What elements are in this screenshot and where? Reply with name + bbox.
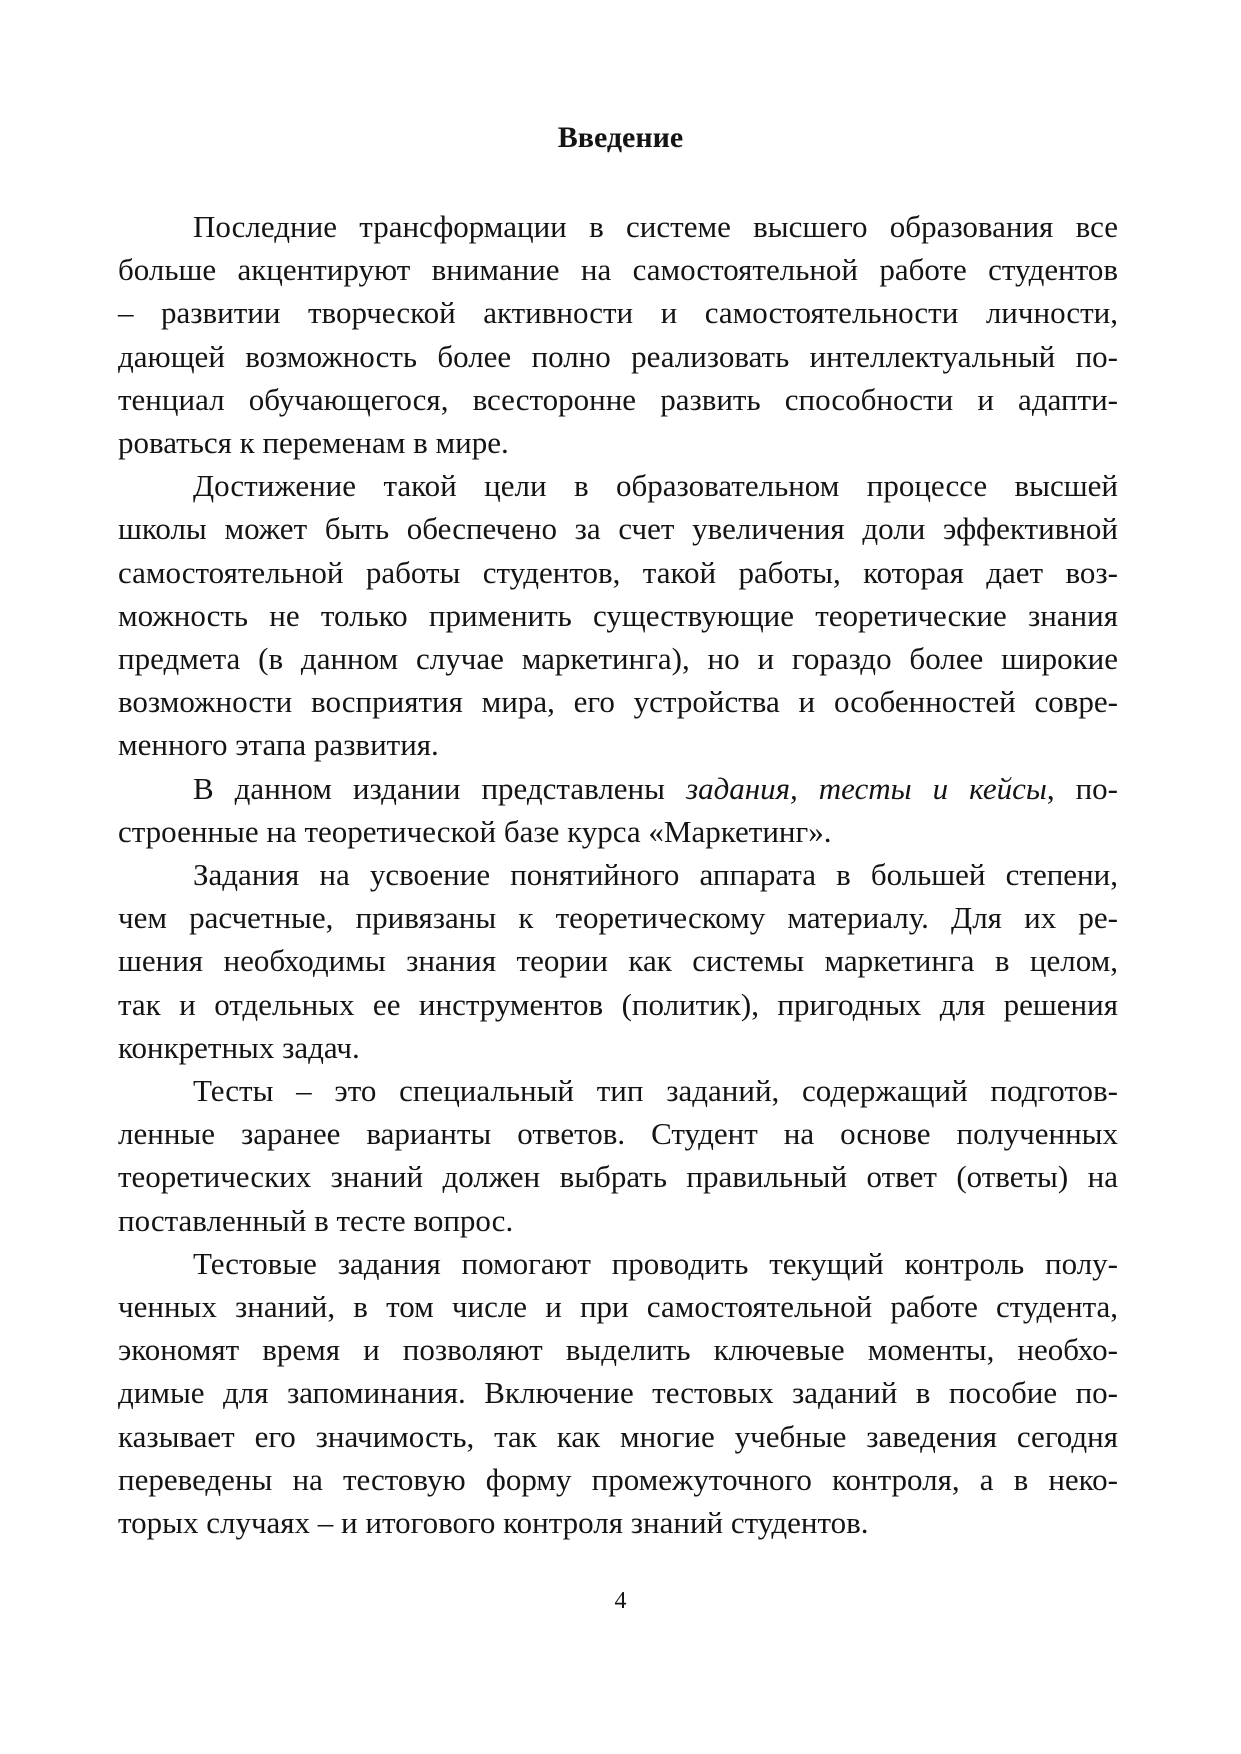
text-line: шения необходимы знания теории как системы маркетинга в целом, (118, 943, 1118, 979)
text-line: тенциал обучающегося, всесторонне развить способности и адапти- (118, 381, 1118, 417)
paragraph-2 (118, 464, 1118, 766)
text-segment: В данном издании представлены (193, 770, 686, 806)
text-line: школы может быть обеспечено за счет увеличения доли эффективной (118, 511, 1118, 547)
paragraph-3 (118, 767, 1118, 853)
text-line: возможности восприятия мира, его устройства и особенностей совре- (118, 684, 1118, 720)
text-line: Достижение такой цели в образовательном процессе высшей (193, 468, 1118, 504)
text-line: предмета (в данном случае маркетинга), но и гораздо более широкие (118, 641, 1118, 677)
text-line: так и отдельных ее инструментов (политик), пригодных для решения (118, 986, 1118, 1022)
text-line: роваться к переменам в мире. (118, 425, 509, 461)
text-line: чем расчетные, привязаны к теоретическому материалу. Для их ре- (118, 900, 1118, 936)
text-line-with-emphasis (118, 767, 1118, 810)
page-number: 4 (614, 1588, 627, 1614)
text-line: Тесты – это специальный тип заданий, содержащий подготов- (193, 1073, 1118, 1109)
text-line: димые для запоминания. Включение тестовых заданий в пособие по- (118, 1375, 1118, 1411)
paragraph-1 (118, 205, 1118, 464)
text-line: менного этапа развития. (118, 727, 439, 763)
paragraph-5 (118, 1069, 1118, 1242)
body-text (118, 205, 1118, 1544)
text-line: поставленный в тесте вопрос. (118, 1202, 514, 1238)
text-line: казывает его значимость, так как многие учебные заведения сегодня (118, 1418, 1118, 1454)
text-line: ленные заранее варианты ответов. Студент на основе полученных (118, 1116, 1118, 1152)
text-line: конкретных задач. (118, 1029, 360, 1065)
text-line: – развитии творческой активности и самостоятельности личности, (118, 295, 1118, 331)
text-line: переведены на тестовую форму промежуточного контроля, а в неко- (118, 1461, 1118, 1497)
text-line: Задания на усвоение понятийного аппарата в большей степени, (193, 857, 1118, 893)
text-line: теоретических знаний должен выбрать правильный ответ (ответы) на (118, 1159, 1118, 1195)
text-line: торых случаях – и итогового контроля знаний студентов. (118, 1505, 869, 1541)
paragraph-4 (118, 853, 1118, 1069)
text-line: больше акцентируют внимание на самостоятельной работе студентов (118, 252, 1118, 288)
text-line: Последние трансформации в системе высшего образования все (193, 209, 1118, 244)
text-line: можность не только применить существующие теоретические знания (118, 597, 1118, 633)
emphasized-text: задания, тесты и кейсы (685, 770, 1047, 806)
text-line: строенные на теоретической базе курса «Маркетинг». (118, 813, 832, 849)
text-line: дающей возможность более полно реализовать интеллектуальный по- (118, 338, 1118, 374)
text-line: экономят время и позволяют выделить ключевые моменты, необхо- (118, 1332, 1118, 1368)
section-heading: Введение (557, 121, 684, 154)
text-line: Тестовые задания помогают проводить текущий контроль полу- (193, 1245, 1118, 1281)
text-line: ченных знаний, в том числе и при самостоятельной работе студента, (118, 1289, 1118, 1325)
text-line: самостоятельной работы студентов, такой работы, которая дает воз- (118, 554, 1118, 590)
text-segment: , по- (1046, 770, 1119, 806)
paragraph-6 (118, 1242, 1118, 1544)
